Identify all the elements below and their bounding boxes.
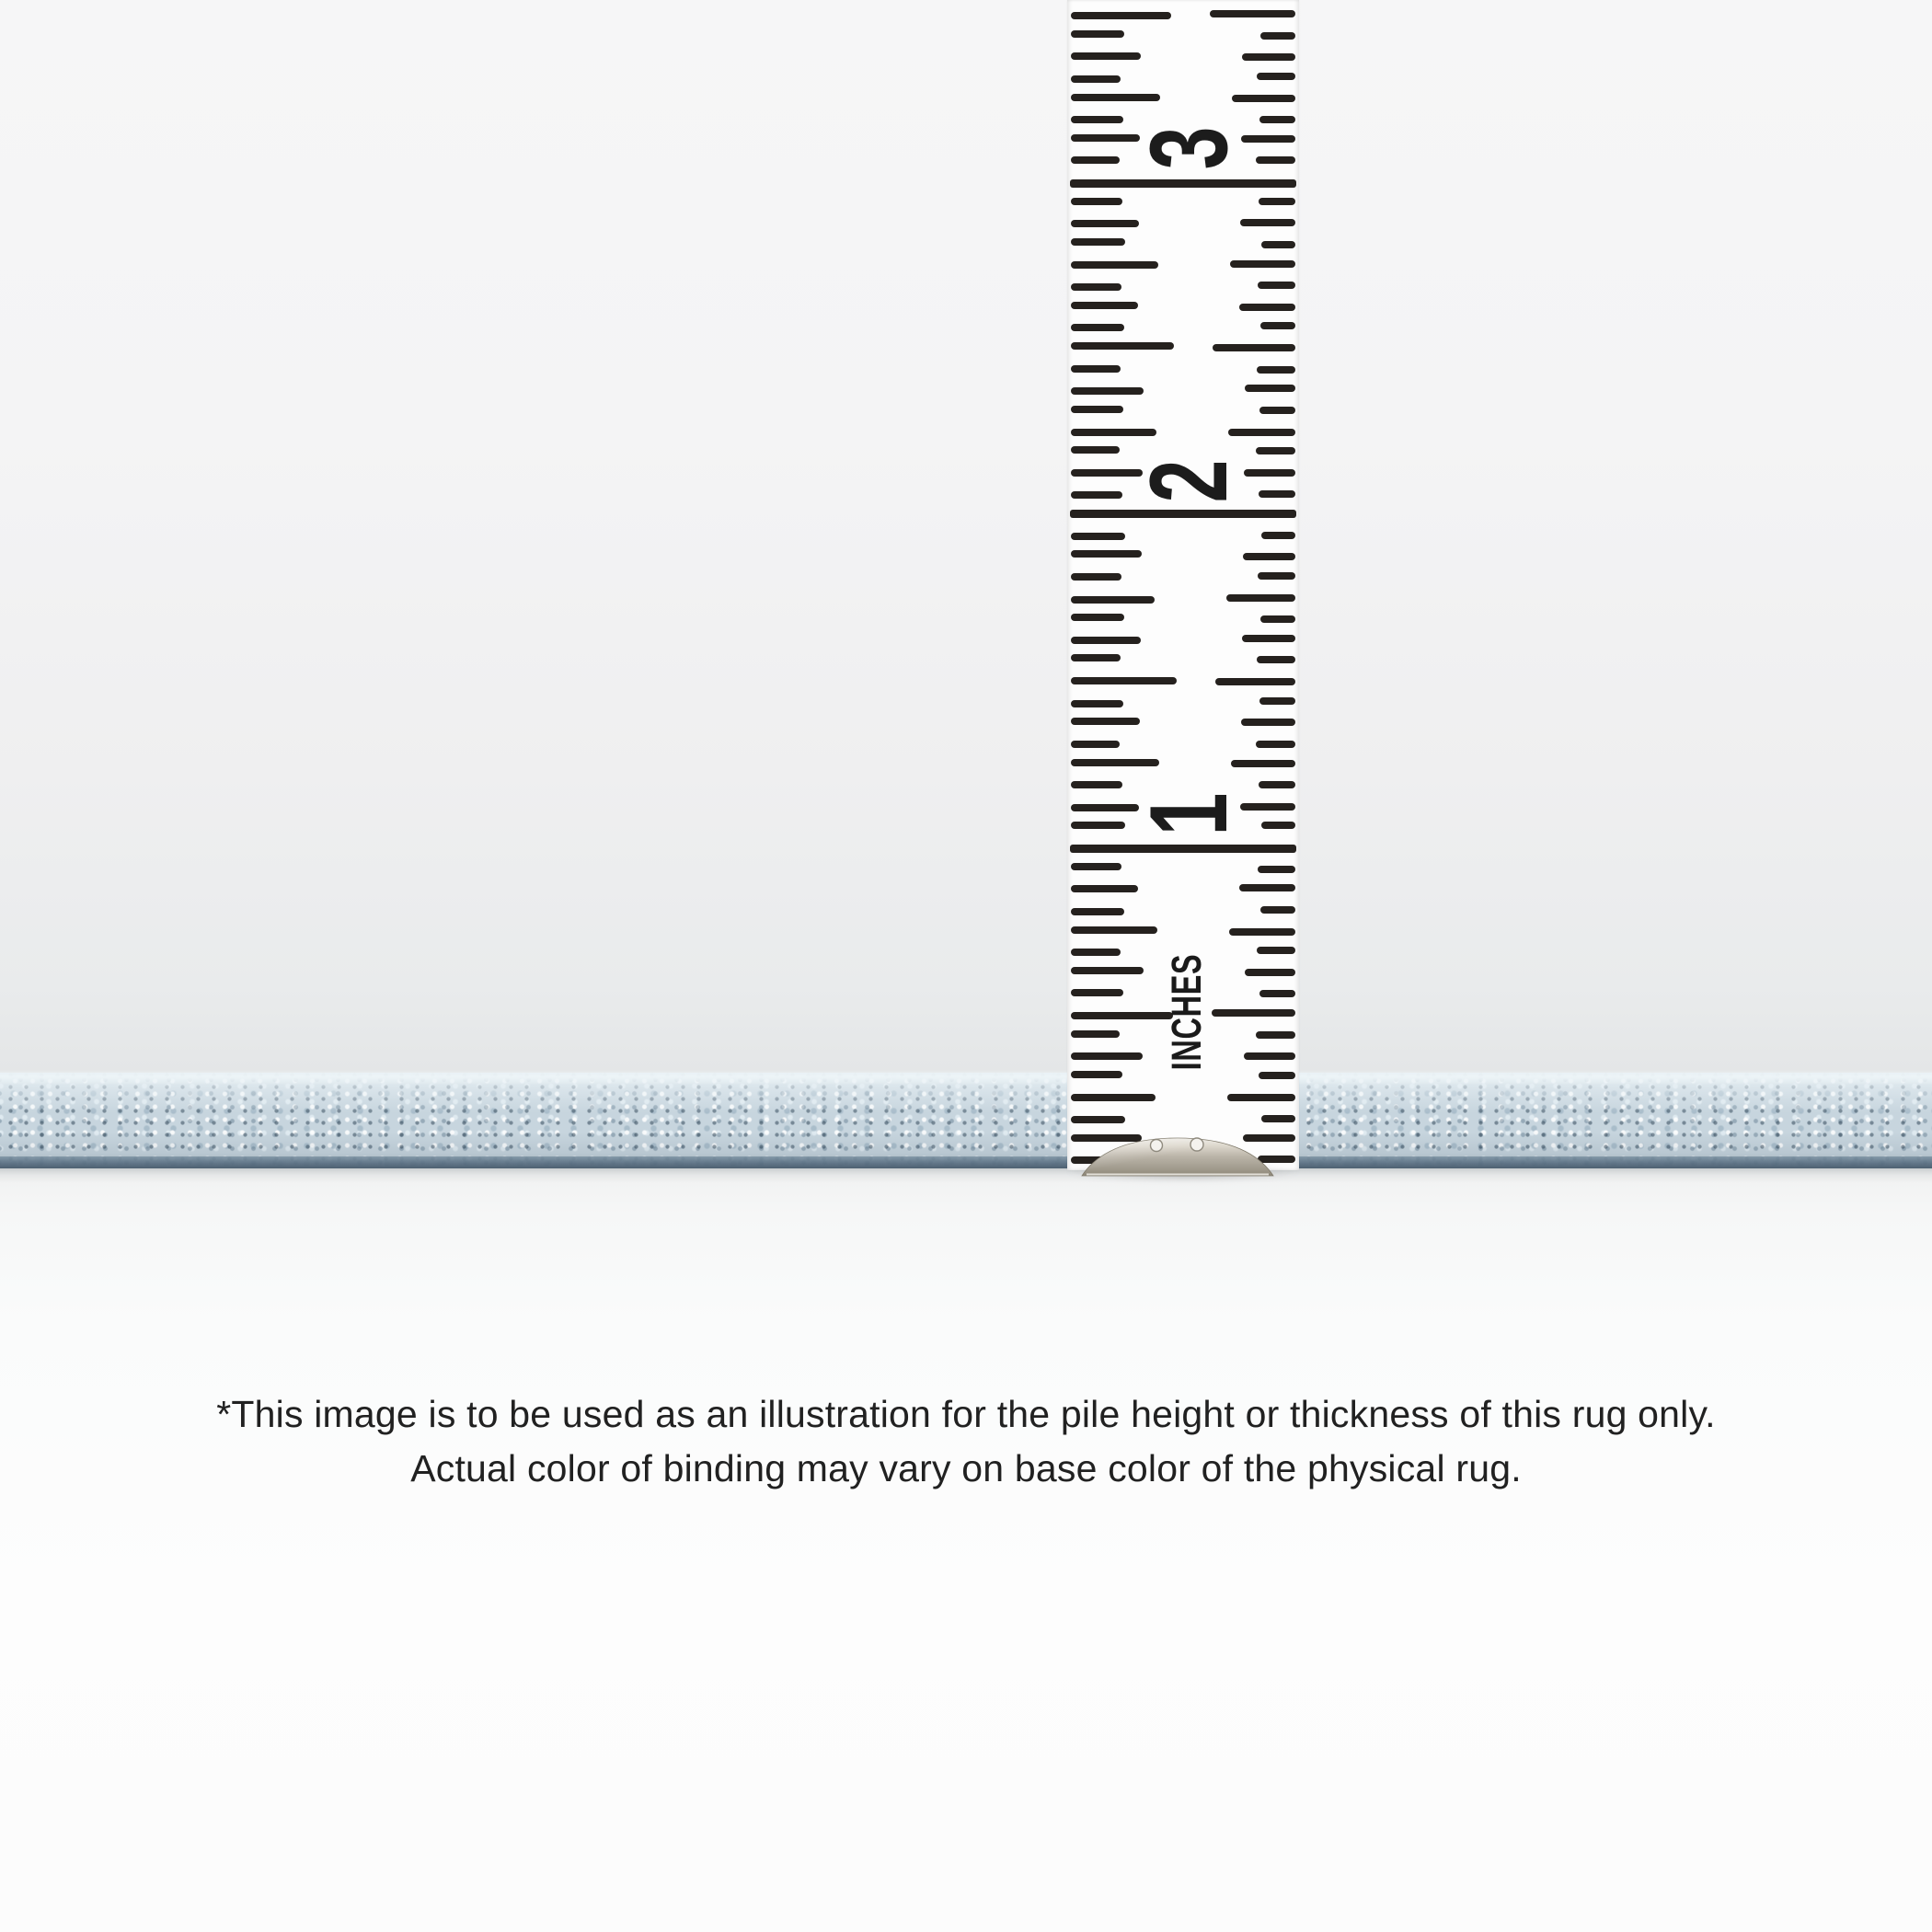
ruler-tick [1259,990,1295,997]
ruler-tick [1257,656,1295,663]
ruler-tick [1071,885,1138,892]
ruler-metal-end-clip-icon [1079,1133,1276,1177]
ruler-tick [1071,446,1120,454]
ruler-tick [1258,572,1295,580]
ruler-tick [1227,1094,1295,1101]
ruler-tick [1071,365,1121,373]
ruler-tick [1257,947,1295,954]
ruler-tick [1071,220,1139,227]
ruler-tick [1257,73,1295,80]
ruler-tick [1229,928,1295,936]
ruler-tick [1260,32,1295,40]
ruler-tick [1071,261,1158,269]
ruler-tick [1071,718,1140,725]
ruler-tick [1260,322,1295,329]
ruler-tick [1241,719,1295,726]
ruler-tick [1230,260,1295,268]
ruler-unit-label: INCHES [1163,953,1210,1071]
ruler-tick [1071,1012,1173,1019]
floor-surface [0,1168,1932,1932]
ruler-tick [1071,324,1124,331]
inch-label-3: 3 [1127,126,1250,170]
ruler-tick [1256,447,1295,454]
rug-bottom-edge [0,1156,1932,1168]
measuring-ruler [1067,0,1299,1170]
ruler-tick [1071,700,1123,707]
ruler-tick [1071,1052,1143,1060]
ruler-tick [1245,385,1295,392]
ruler-tick [1212,1009,1295,1017]
ruler-tick [1239,304,1295,311]
ruler-tick [1071,491,1122,499]
ruler-tick [1242,635,1295,642]
ruler-tick [1259,490,1295,498]
ruler-tick [1071,677,1177,684]
ruler-tick [1071,596,1155,604]
ruler-tick [1071,989,1123,996]
ruler-tick [1242,53,1295,61]
ruler-tick [1071,1094,1156,1101]
ruler-tick [1071,198,1122,205]
ruler-tick [1258,866,1295,873]
disclaimer-line-2: Actual color of binding may vary on base color of the physical rug. [410,1447,1522,1489]
disclaimer-caption [0,1387,1932,1496]
ruler-tick [1071,238,1125,246]
ruler-tick [1261,532,1295,539]
rug-contact-shadow [0,1168,1932,1183]
ruler-tick [1259,1072,1295,1079]
ruler-tick [1071,926,1157,934]
disclaimer-line-1: *This image is to be used as an illustration for the pile height or thickness of this rug only. [216,1393,1716,1435]
ruler-tick [1256,156,1295,164]
ruler-tick [1245,969,1295,976]
ruler-tick [1260,906,1295,914]
ruler-tick [1071,967,1144,974]
ruler-tick [1071,1116,1125,1123]
inch-label-1: 1 [1127,792,1250,836]
ruler-tick [1071,781,1122,788]
ruler-tick [1071,156,1120,164]
ruler-tick [1071,12,1171,19]
ruler-tick [1071,550,1142,558]
ruler-tick [1071,406,1123,413]
ruler-tick [1258,282,1295,289]
ruler-tick [1259,781,1295,788]
ruler-tick [1226,594,1295,602]
ruler-tick [1071,863,1121,870]
rug-pile-fringe [0,1070,1932,1085]
ruler-tick [1071,283,1121,291]
ruler-tick [1071,614,1124,621]
ruler-tick [1071,30,1124,38]
ruler-tick [1243,553,1295,560]
ruler-tick [1256,1031,1295,1039]
ruler-tick [1071,741,1120,748]
ruler-tick [1210,10,1295,17]
ruler-tick [1213,344,1295,351]
ruler-tick [1261,822,1295,829]
ruler-tick [1071,533,1125,540]
ruler-tick [1071,52,1141,60]
ruler-tick [1071,654,1121,661]
ruler-tick [1239,884,1295,891]
rug-pile-strip [0,1073,1932,1168]
ruler-tick [1071,342,1174,350]
ruler-tick [1244,1052,1295,1060]
ruler-tick [1071,908,1124,915]
ruler-tick [1259,198,1295,205]
ruler-tick [1071,1071,1122,1078]
ruler-tick [1071,1030,1120,1038]
ruler-tick [1261,1115,1295,1122]
ruler-tick [1071,822,1125,829]
ruler-tick [1259,116,1295,123]
ruler-tick [1071,387,1144,395]
inch-label-2: 2 [1127,459,1250,503]
ruler-tick [1071,75,1121,83]
ruler-tick [1071,637,1141,644]
ruler-tick [1256,741,1295,748]
ruler-tick [1071,759,1159,766]
ruler-tick [1261,241,1295,248]
ruler-tick [1257,366,1295,374]
ruler-tick [1071,116,1123,123]
ruler-tick [1071,949,1121,956]
ruler-tick [1259,407,1295,414]
ruler-tick [1259,697,1295,705]
ruler-tick [1071,302,1138,309]
ruler-tick [1215,678,1295,685]
ruler-tick [1240,219,1295,226]
ruler-tick [1260,615,1295,623]
ruler-tick [1071,573,1121,581]
